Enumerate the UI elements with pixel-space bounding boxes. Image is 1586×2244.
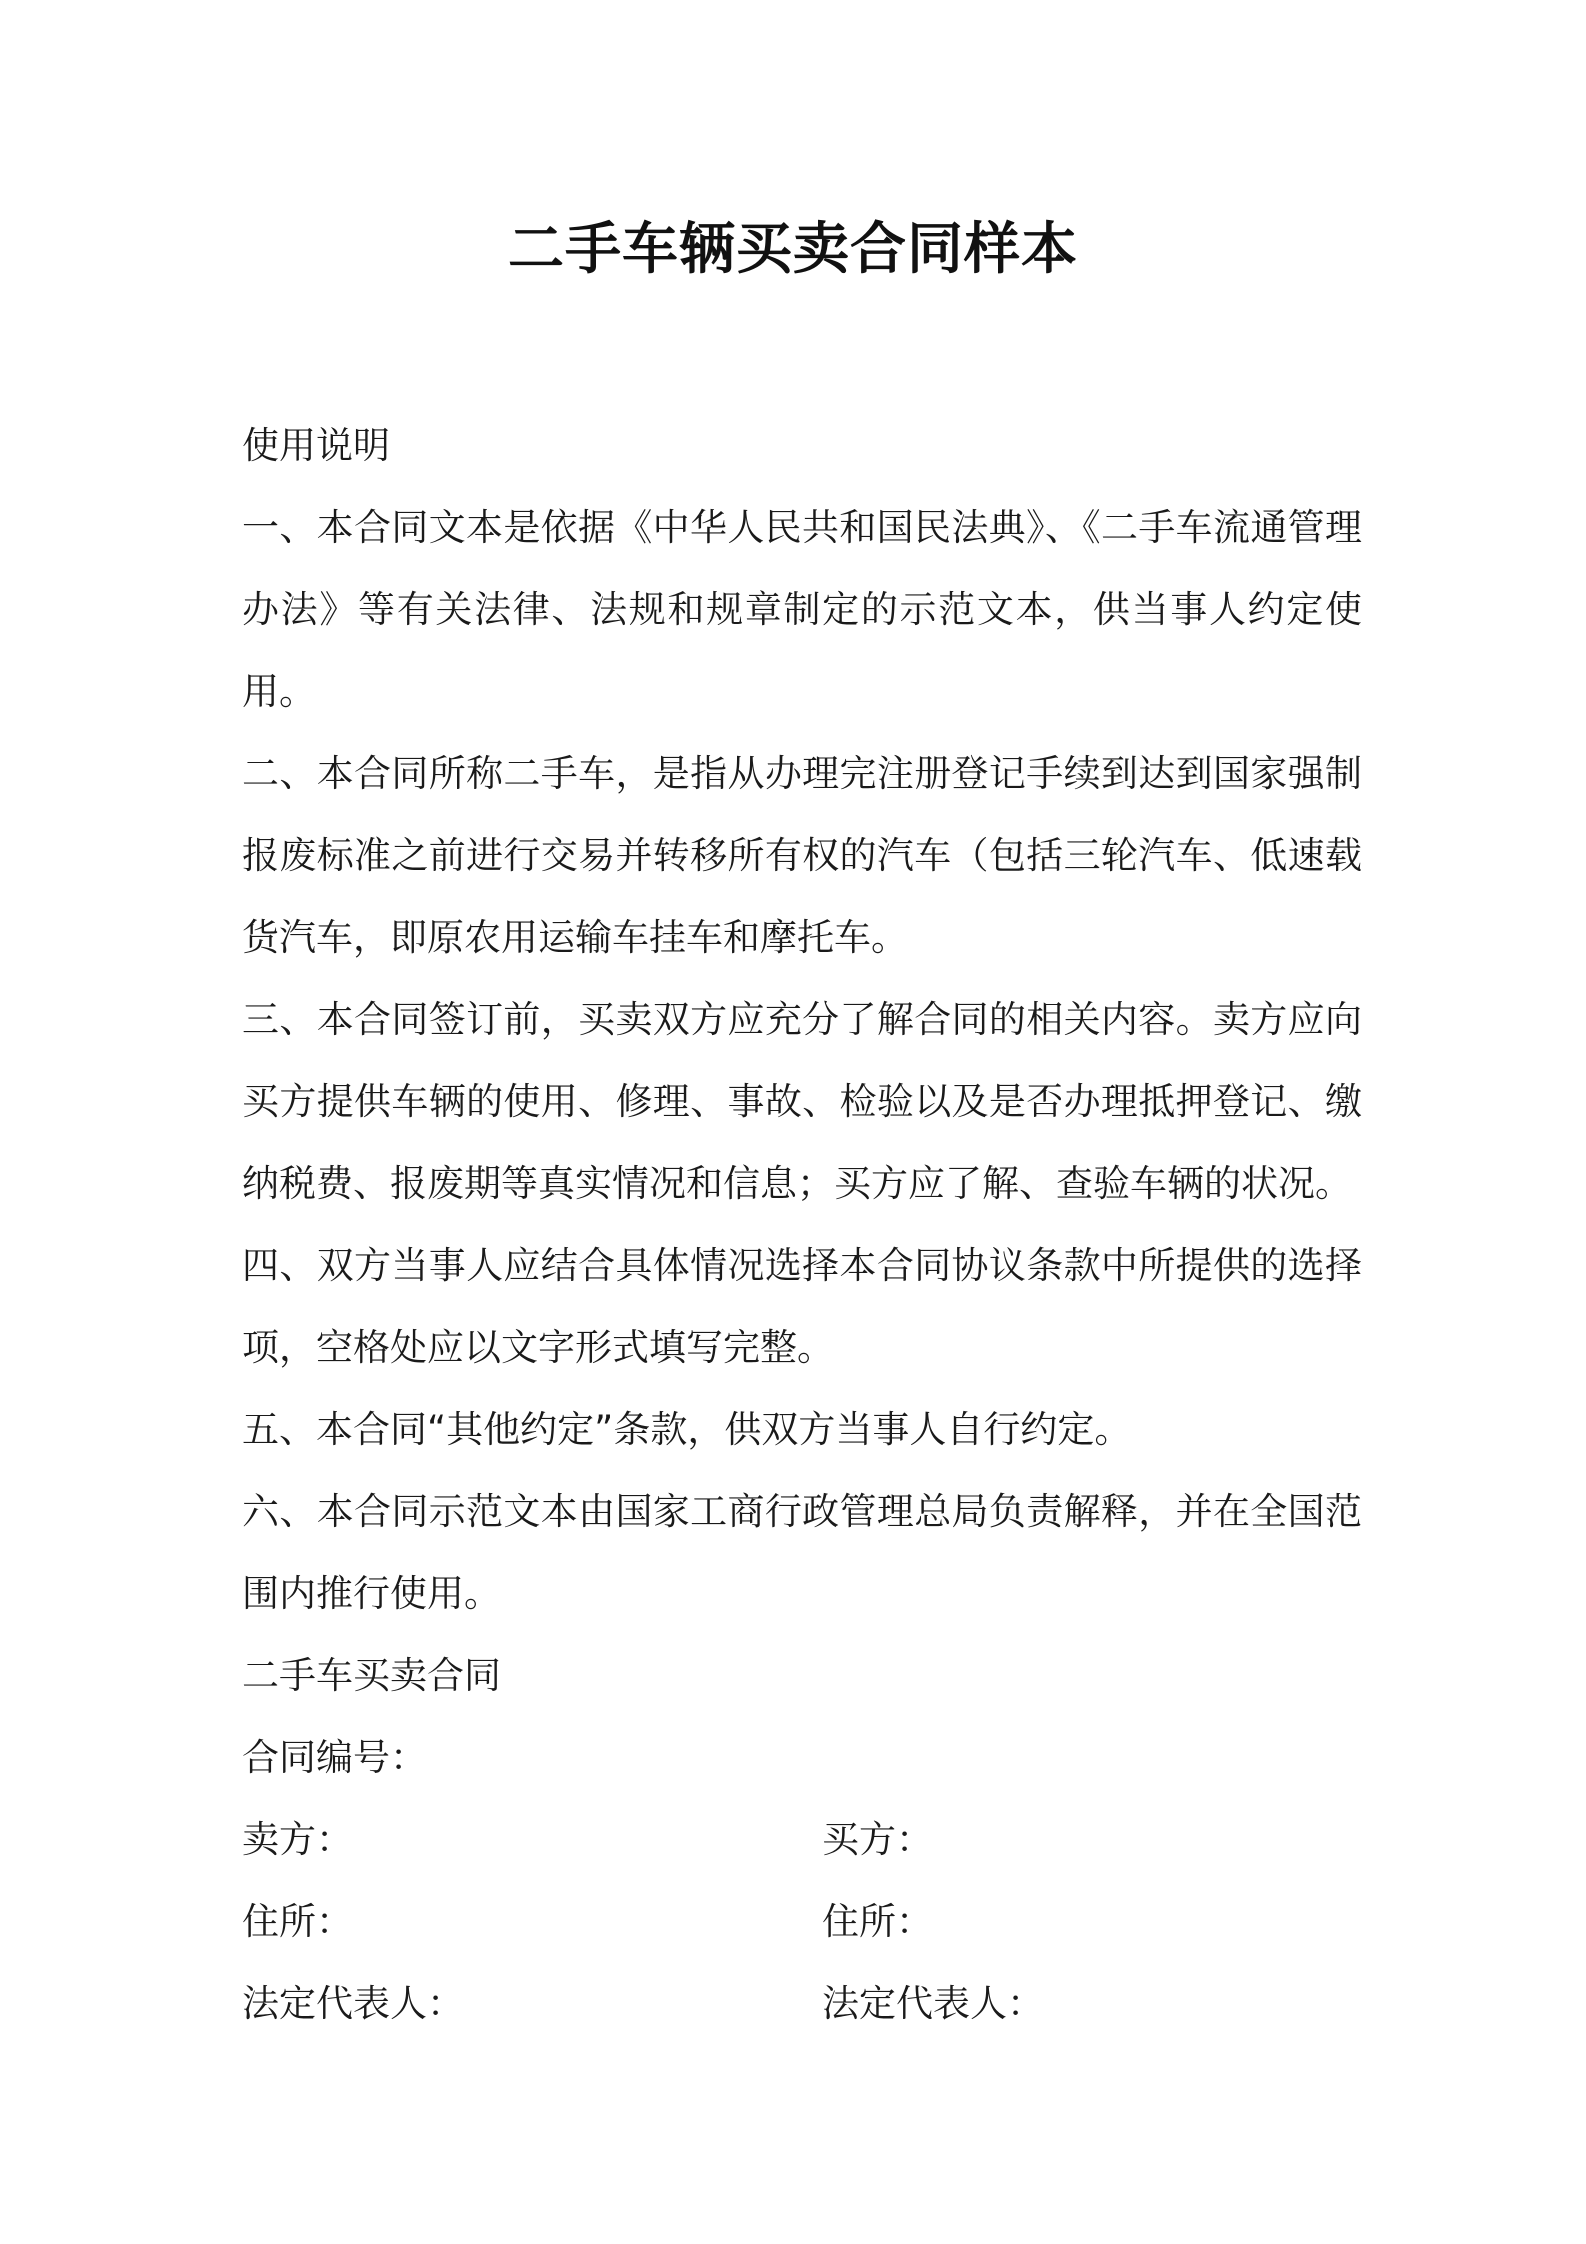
instructions-heading: 使用说明 bbox=[242, 424, 390, 467]
clause-5: 五、本合同“其他约定”条款，供双方当事人自行约定。 bbox=[242, 1408, 1132, 1451]
seller-rep-label: 法定代表人： bbox=[242, 1982, 464, 2025]
document-title: 二手车辆买卖合同样本 bbox=[508, 217, 1078, 282]
party-names-row bbox=[242, 1799, 1362, 1881]
clause-2: 二、本合同所称二手车，是指从办理完注册登记手续到达到国家强制报废标准之前进行交易并转移所有权的汽车（包括三轮汽车、低速载货汽车，即原农用运输车挂车和摩托车。 bbox=[242, 752, 1362, 959]
seller-label: 卖方： bbox=[242, 1818, 353, 1861]
seller-address-label: 住所： bbox=[242, 1900, 353, 1943]
contract-heading: 二手车买卖合同 bbox=[242, 1654, 501, 1697]
party-address-row bbox=[242, 1881, 1362, 1963]
clause-1: 一、本合同文本是依据《中华人民共和国民法典》、《二手车流通管理办法》等有关法律、法规和规章制定的示范文本，供当事人约定使用。 bbox=[242, 506, 1362, 713]
party-rep-row bbox=[242, 1963, 1362, 2045]
document-body bbox=[242, 405, 1362, 2045]
clause-4: 四、双方当事人应结合具体情况选择本合同协议条款中所提供的选择项，空格处应以文字形式填写完整。 bbox=[242, 1244, 1362, 1369]
buyer-label: 买方： bbox=[822, 1818, 933, 1861]
buyer-rep-label: 法定代表人： bbox=[822, 1982, 1044, 2025]
clause-3: 三、本合同签订前，买卖双方应充分了解合同的相关内容。卖方应向买方提供车辆的使用、修理、事故、检验以及是否办理抵押登记、缴纳税费、报废期等真实情况和信息；买方应了解、查验车辆的状况。 bbox=[242, 998, 1362, 1205]
clause-6: 六、本合同示范文本由国家工商行政管理总局负责解释，并在全国范围内推行使用。 bbox=[242, 1490, 1362, 1615]
buyer-address-label: 住所： bbox=[822, 1900, 933, 1943]
contract-number-label: 合同编号： bbox=[242, 1736, 427, 1779]
